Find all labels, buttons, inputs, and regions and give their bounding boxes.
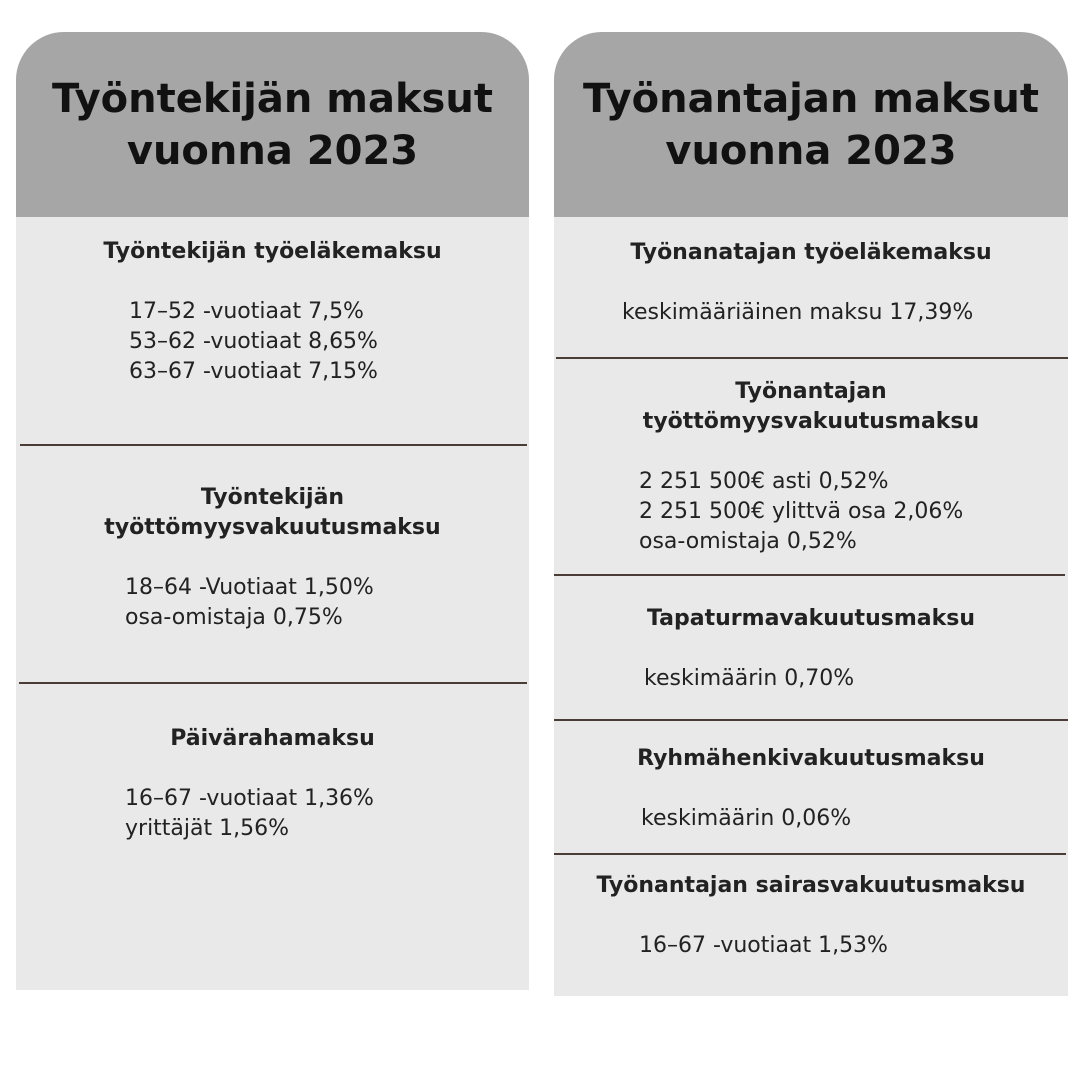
divider (554, 719, 1068, 721)
employer-unemployment-values (639, 467, 963, 557)
value-line: 18–64 -Vuotiaat 1,50% (125, 575, 374, 600)
value-line: 63–67 -vuotiaat 7,15% (129, 359, 378, 384)
daily-allowance-title: Päivärahamaksu (170, 726, 375, 751)
employer-pension-values (622, 298, 973, 328)
value-line: osa-omistaja 0,75% (125, 605, 343, 630)
accident-insurance-title: Tapaturmavakuutusmaksu (647, 606, 975, 631)
value-line: keskimäärin 0,06% (641, 806, 852, 831)
employer-health-insurance-values (639, 931, 888, 961)
employee-fees-card (16, 32, 529, 990)
value-line: 16–67 -vuotiaat 1,36% (125, 786, 374, 811)
value-line: osa-omistaja 0,52% (639, 529, 857, 554)
divider (20, 444, 527, 446)
divider (19, 682, 527, 684)
employee-unemployment-title: Työntekijän työttömyysvakuutusmaksu (104, 485, 441, 540)
employer-pension-title: Työnanatajan työeläkemaksu (630, 240, 992, 265)
value-line: 2 251 500€ asti 0,52% (639, 469, 889, 494)
employee-fees-header (16, 32, 529, 217)
employee-fees-title: Työntekijän maksut vuonna 2023 (52, 75, 493, 174)
employer-unemployment-title: Työnantajan työttömyysvakuutusmaksu (642, 379, 980, 434)
value-line: 2 251 500€ ylittvä osa 2,06% (639, 499, 964, 524)
employer-fees-header (554, 32, 1068, 217)
value-line: yrittäjät 1,56% (125, 816, 290, 841)
value-line: keskimäärin 0,70% (644, 666, 855, 691)
divider (556, 357, 1068, 359)
employee-pension-title: Työntekijän työeläkemaksu (103, 239, 442, 264)
divider (554, 574, 1065, 576)
value-line: 53–62 -vuotiaat 8,65% (129, 329, 378, 354)
employee-pension-values (129, 297, 378, 387)
employer-fees-title: Työnantajan maksut vuonna 2023 (583, 75, 1039, 174)
employer-health-insurance-title: Työnantajan sairasvakuutusmaksu (596, 873, 1026, 898)
divider (554, 853, 1066, 855)
value-line: keskimääriäinen maksu 17,39% (622, 300, 974, 325)
value-line: 16–67 -vuotiaat 1,53% (639, 933, 888, 958)
group-life-insurance-values (641, 804, 851, 834)
accident-insurance-values (644, 664, 854, 694)
group-life-insurance-title: Ryhmähenkivakuutusmaksu (637, 746, 985, 771)
daily-allowance-values (125, 784, 374, 844)
employee-unemployment-values (125, 573, 374, 633)
employer-fees-card (554, 32, 1068, 996)
value-line: 17–52 -vuotiaat 7,5% (129, 299, 364, 324)
